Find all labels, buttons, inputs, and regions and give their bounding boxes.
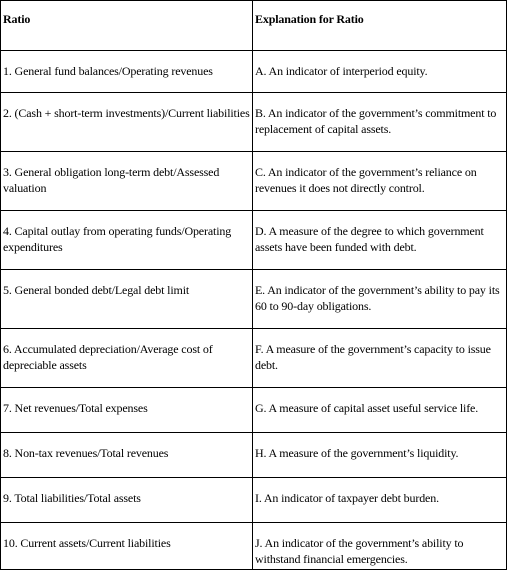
explanation-cell: G. A measure of capital asset useful service life. xyxy=(253,388,507,433)
explanation-cell: I. An indicator of taxpayer debt burden. xyxy=(253,478,507,523)
ratio-cell: 8. Non-tax revenues/Total revenues xyxy=(1,433,253,478)
explanation-cell: E. An indicator of the government’s ability to pay its 60 to 90-day obligations. xyxy=(253,270,507,329)
ratio-cell: 5. General bonded debt/Legal debt limit xyxy=(1,270,253,329)
ratio-cell: 4. Capital outlay from operating funds/Operating expenditures xyxy=(1,211,253,270)
explanation-cell: B. An indicator of the government’s commitment to replacement of capital assets. xyxy=(253,93,507,152)
ratio-cell: 2. (Cash + short-term investments)/Current liabilities xyxy=(1,93,253,152)
ratio-cell: 7. Net revenues/Total expenses xyxy=(1,388,253,433)
table-row xyxy=(1,211,507,270)
table-row xyxy=(1,478,507,523)
table-row xyxy=(1,523,507,570)
explanation-cell: A. An indicator of interperiod equity. xyxy=(253,51,507,93)
table-row xyxy=(1,388,507,433)
table-row xyxy=(1,433,507,478)
ratio-cell: 9. Total liabilities/Total assets xyxy=(1,478,253,523)
explanation-cell: H. A measure of the government’s liquidity. xyxy=(253,433,507,478)
ratio-cell: 10. Current assets/Current liabilities xyxy=(1,523,253,570)
header-ratio: Ratio xyxy=(1,1,253,51)
explanation-cell: D. A measure of the degree to which government assets have been funded with debt. xyxy=(253,211,507,270)
table-row xyxy=(1,329,507,388)
ratio-cell: 6. Accumulated depreciation/Average cost of depreciable assets xyxy=(1,329,253,388)
table-row xyxy=(1,51,507,93)
header-explanation: Explanation for Ratio xyxy=(253,1,507,51)
ratio-cell: 3. General obligation long-term debt/Assessed valuation xyxy=(1,152,253,211)
explanation-cell: J. An indicator of the government’s ability to withstand financial emergencies. xyxy=(253,523,507,570)
table-row xyxy=(1,270,507,329)
ratio-cell: 1. General fund balances/Operating revenues xyxy=(1,51,253,93)
header-row xyxy=(1,1,507,51)
table-row xyxy=(1,93,507,152)
explanation-cell: F. A measure of the government’s capacity to issue debt. xyxy=(253,329,507,388)
table-row xyxy=(1,152,507,211)
explanation-cell: C. An indicator of the government’s reliance on revenues it does not directly control. xyxy=(253,152,507,211)
